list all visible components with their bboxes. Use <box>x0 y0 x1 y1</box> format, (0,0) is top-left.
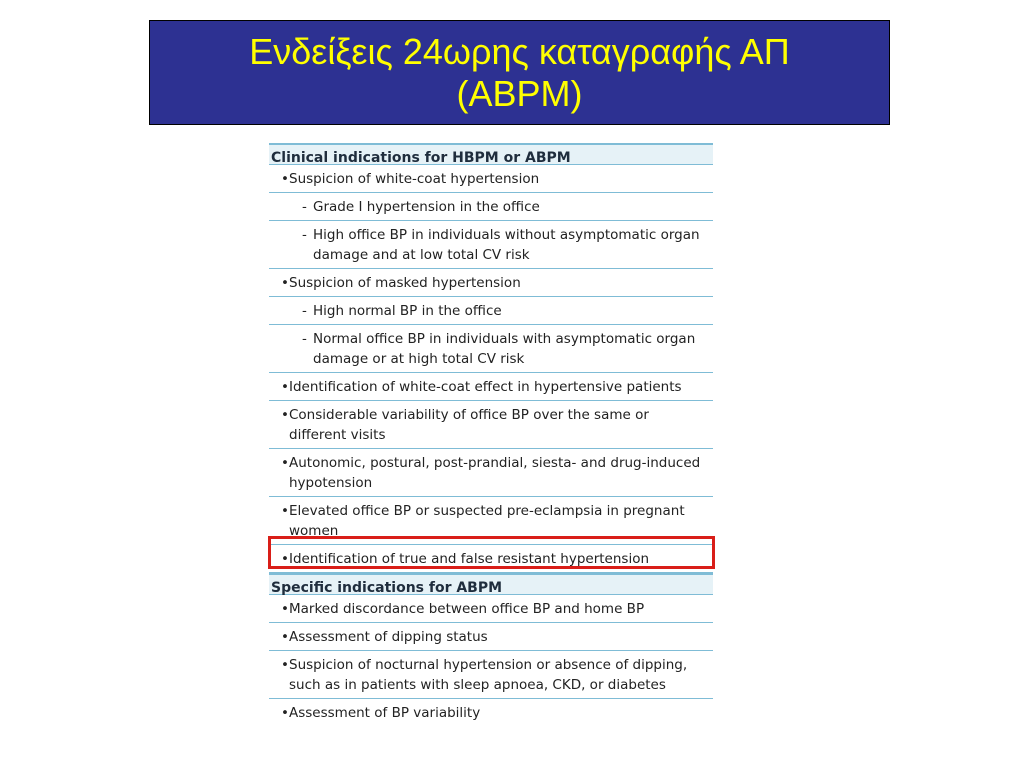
row-marker: • <box>281 379 289 395</box>
row-text: Identification of true and false resistant hypertension <box>289 551 650 567</box>
row-marker: • <box>281 551 289 567</box>
table-row <box>269 221 713 269</box>
table-row <box>269 449 713 497</box>
table-row <box>269 269 713 297</box>
indications-table <box>269 143 713 726</box>
table-row <box>269 373 713 401</box>
row-text: Identification of white-coat effect in hypertensive patients <box>289 379 682 395</box>
row-text: Suspicion of masked hypertension <box>289 275 521 291</box>
clinical-indications-header: Clinical indications for HBPM or ABPM <box>269 143 713 165</box>
table-row <box>269 651 713 699</box>
table-row <box>269 297 713 325</box>
row-marker: • <box>281 705 289 721</box>
row-text: Normal office BP in individuals with asymptomatic organ damage or at high total CV risk <box>313 331 696 367</box>
row-marker: • <box>281 455 289 471</box>
row-text: Considerable variability of office BP over the same or different visits <box>289 407 649 443</box>
slide-title <box>149 20 890 125</box>
table-row <box>269 193 713 221</box>
row-marker: • <box>281 171 289 187</box>
row-marker: • <box>281 407 289 423</box>
row-text: Grade I hypertension in the office <box>313 199 540 215</box>
row-marker: - <box>302 331 307 347</box>
row-marker: • <box>281 629 289 645</box>
specific-indications-header: Specific indications for ABPM <box>269 573 713 595</box>
row-marker: • <box>281 657 289 673</box>
table-row <box>269 699 713 726</box>
row-text: Marked discordance between office BP and home BP <box>289 601 645 617</box>
row-text: Assessment of dipping status <box>289 629 488 645</box>
row-marker: • <box>281 601 289 617</box>
row-marker: • <box>281 503 289 519</box>
table-row <box>269 165 713 193</box>
table-row <box>269 623 713 651</box>
title-line-1: Ενδείξεις 24ωρης καταγραφής ΑΠ <box>249 31 790 72</box>
row-marker: • <box>281 275 289 291</box>
row-text: Elevated office BP or suspected pre-eclampsia in pregnant women <box>289 503 685 539</box>
row-text: Autonomic, postural, post-prandial, siesta- and drug-induced hypotension <box>289 455 701 491</box>
table-row <box>269 325 713 373</box>
row-text: Assessment of BP variability <box>289 705 481 721</box>
row-text: High normal BP in the office <box>313 303 502 319</box>
table-row <box>269 595 713 623</box>
row-marker: - <box>302 199 307 215</box>
table-row <box>269 401 713 449</box>
row-marker: - <box>302 303 307 319</box>
row-text: Suspicion of white-coat hypertension <box>289 171 540 187</box>
row-text: Suspicion of nocturnal hypertension or absence of dipping, such as in patients with sleep apnoea, CKD, or diabetes <box>289 657 688 693</box>
highlight-box <box>268 536 715 569</box>
title-line-2: (ABPM) <box>456 73 583 114</box>
row-marker: - <box>302 227 307 243</box>
row-text: High office BP in individuals without asymptomatic organ damage and at low total CV risk <box>313 227 700 263</box>
